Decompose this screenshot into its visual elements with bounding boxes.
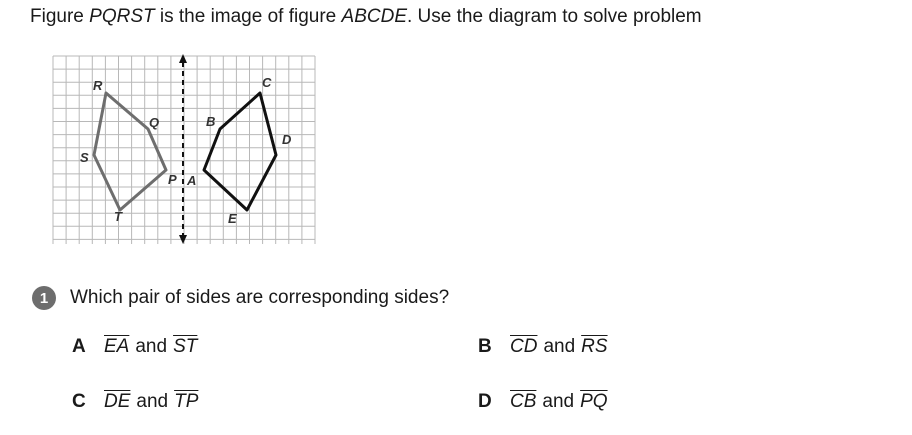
question-1 [32, 286, 449, 310]
choice-a[interactable] [72, 336, 197, 358]
label-a: A [187, 173, 197, 188]
label-t: T [114, 209, 122, 224]
choice-d[interactable] [478, 391, 608, 413]
label-c: C [262, 75, 272, 90]
choice-letter: B [478, 336, 492, 357]
intro-suffix: . Use the diagram to solve problem [407, 6, 702, 27]
choice-and: and [543, 336, 576, 357]
label-e: E [228, 211, 237, 226]
choice-and: and [135, 336, 168, 357]
label-p: P [168, 172, 177, 187]
segment-1: $\overline{CB}$ [510, 391, 537, 412]
choice-c[interactable] [72, 391, 198, 413]
label-r: R [93, 78, 103, 93]
choice-letter: A [72, 336, 86, 357]
intro-figure-source: ABCDE [341, 6, 407, 27]
intro-figure-image: PQRST [89, 6, 155, 27]
segment-2: $\overline{RS}$ [581, 336, 608, 357]
intro-text [30, 6, 702, 28]
segment-2: $\overline{ST}$ [173, 336, 198, 357]
figure-pqrst [94, 93, 166, 210]
question-number-badge: 1 [32, 286, 56, 310]
label-s: S [80, 150, 89, 165]
label-b: B [206, 114, 216, 129]
question-text: Which pair of sides are corresponding sides? [70, 287, 450, 308]
reflection-diagram [50, 52, 318, 247]
choice-b[interactable] [478, 336, 608, 358]
arrow-up-icon [179, 54, 187, 63]
segment-1: $\overline{DE}$ [104, 391, 131, 412]
figure-abcde [204, 93, 276, 210]
label-q: Q [149, 115, 160, 130]
choice-letter: C [72, 391, 86, 412]
label-d: D [282, 132, 292, 147]
intro-middle: is the image of figure [154, 6, 342, 27]
segment-1: $\overline{CD}$ [510, 336, 538, 357]
intro-prefix: Figure [30, 6, 90, 27]
choice-and: and [136, 391, 169, 412]
segment-1: $\overline{EA}$ [104, 336, 130, 357]
segment-2: $\overline{PQ}$ [580, 391, 608, 412]
segment-2: $\overline{TP}$ [174, 391, 199, 412]
choice-letter: D [478, 391, 492, 412]
choice-and: and [542, 391, 575, 412]
